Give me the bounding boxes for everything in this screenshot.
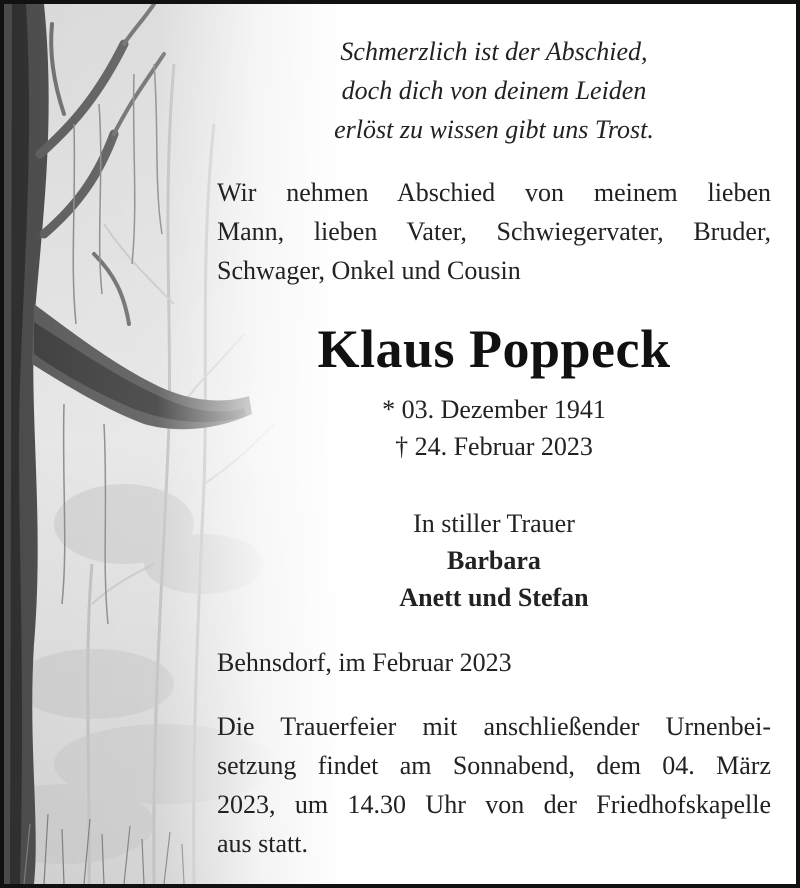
service-line: Die Trauerfeier mit anschließender Urnenbei- [217,712,771,741]
funeral-service-info [217,707,771,863]
life-dates [217,391,771,465]
deceased-name: Klaus Poppeck [317,319,671,379]
service-line: 2023, um 14.30 Uhr von der Friedhofskapelle [217,790,771,819]
quote-line: Schmerzlich ist der Abschied, [340,37,648,66]
birth-date: * 03. Dezember 1941 [382,395,606,424]
intro-line: Mann, lieben Vater, Schwiegervater, Bruder, [217,217,771,246]
mourning-heading: In stiller Trauer [413,509,575,538]
service-line: setzung findet am Sonnabend, dem 04. März [217,751,771,780]
place-and-date: Behnsdorf, im Februar 2023 [217,648,512,677]
death-date: † 24. Februar 2023 [395,432,593,461]
mourners [217,505,771,616]
intro-paragraph [217,173,771,290]
intro-line: Schwager, Onkel und Cousin [217,256,521,285]
quote-line: erlöst zu wissen gibt uns Trost. [334,115,654,144]
service-line: aus statt. [217,829,308,858]
quote-line: doch dich von deinem Leiden [341,76,647,105]
mourner-name: Barbara [447,546,541,575]
mourner-name: Anett und Stefan [399,583,589,612]
intro-line: Wir nehmen Abschied von meinem lieben [217,178,771,207]
quote [217,32,771,149]
